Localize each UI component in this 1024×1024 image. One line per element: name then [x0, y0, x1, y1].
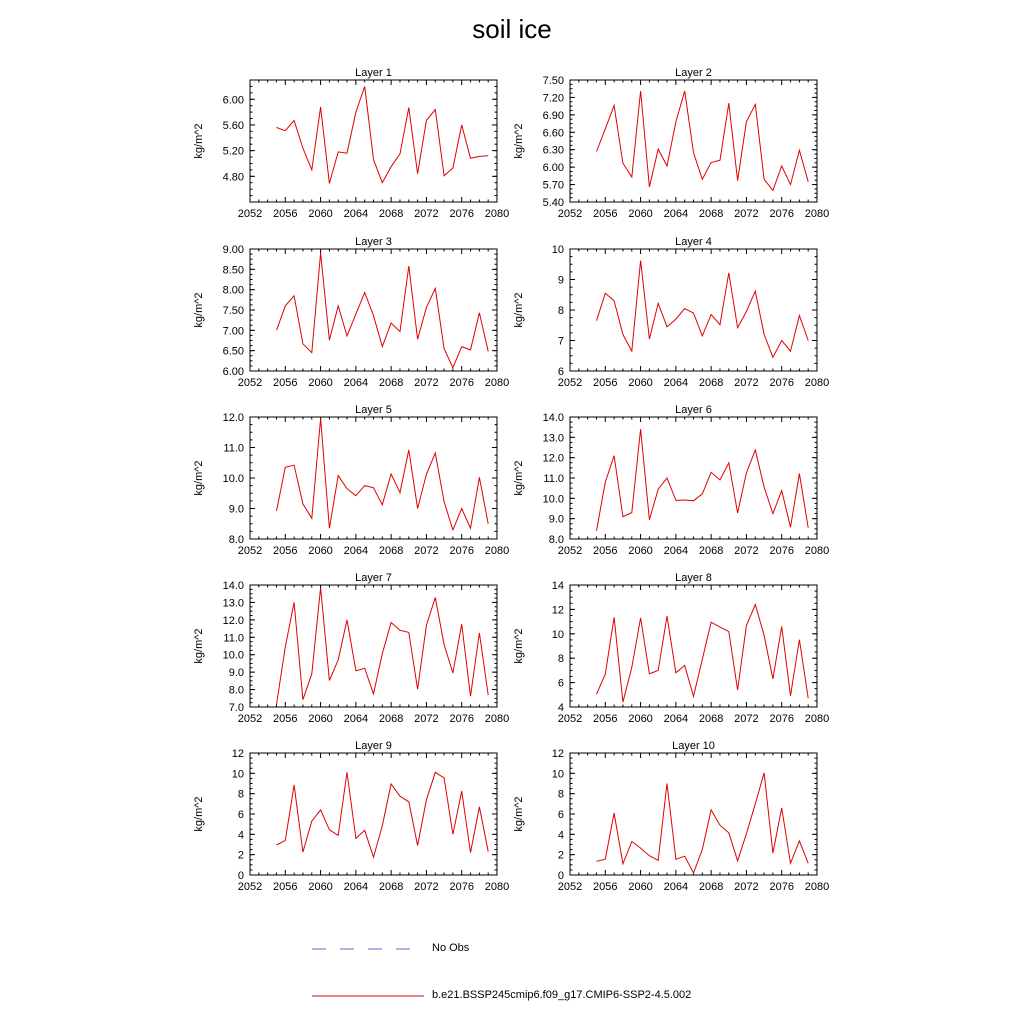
x-tick-label: 2052 [237, 208, 263, 220]
x-tick-label: 2080 [484, 713, 510, 725]
x-tick-label: 2080 [804, 545, 830, 557]
panel-title: Layer 6 [675, 404, 712, 416]
series-line [597, 91, 809, 190]
panel-title: Layer 5 [355, 404, 392, 416]
panel-title: Layer 4 [675, 236, 712, 248]
x-tick-label: 2064 [663, 881, 689, 893]
y-tick-label: 11.0 [223, 632, 244, 645]
plot-frame [250, 249, 497, 371]
y-tick-label: 6.30 [542, 144, 564, 157]
y-tick-label: 8 [557, 788, 564, 801]
y-tick-label: 10.0 [542, 493, 564, 506]
y-tick-label: 9.0 [228, 503, 244, 516]
x-tick-label: 2056 [273, 208, 298, 220]
x-tick-label: 2080 [804, 881, 830, 893]
panel-layer-1 [193, 67, 509, 220]
x-tick-label: 2052 [237, 545, 263, 557]
x-tick-label: 2060 [628, 545, 653, 557]
x-tick-label: 2072 [414, 377, 439, 389]
x-tick-label: 2068 [698, 377, 724, 389]
series-line [277, 588, 489, 705]
y-tick-label: 12 [231, 748, 244, 760]
x-tick-label: 2072 [734, 881, 759, 893]
x-tick-label: 2064 [343, 545, 369, 557]
plot-frame [570, 249, 817, 371]
plot-frame [570, 80, 817, 202]
x-tick-label: 2056 [593, 713, 618, 725]
y-tick-label: 6.60 [542, 127, 564, 140]
x-tick-label: 2060 [308, 713, 333, 725]
y-tick-label: 10.0 [222, 473, 244, 485]
x-tick-label: 2068 [698, 208, 724, 220]
y-tick-label: 10 [231, 768, 244, 781]
legend-model-label: b.e21.BSSP245cmip6.f09_g17.CMIP6-SSP2-4.5.002 [432, 989, 692, 1001]
y-tick-label: 8.00 [222, 284, 244, 297]
x-tick-label: 2056 [593, 377, 618, 389]
y-axis-label: kg/m^2 [513, 123, 525, 159]
x-tick-label: 2056 [593, 208, 618, 220]
x-tick-label: 2072 [414, 881, 439, 893]
x-tick-label: 2060 [308, 377, 333, 389]
panel-layer-6 [513, 404, 829, 557]
x-tick-label: 2068 [698, 545, 724, 557]
x-tick-label: 2076 [449, 545, 474, 557]
y-tick-label: 9.0 [548, 513, 564, 526]
y-tick-label: 9 [557, 274, 564, 287]
x-tick-label: 2060 [628, 881, 653, 893]
y-axis-label: kg/m^2 [193, 292, 205, 328]
plot-frame [250, 417, 497, 539]
series-line [277, 86, 489, 183]
x-tick-label: 2064 [343, 208, 369, 220]
x-tick-label: 2068 [378, 377, 404, 389]
x-tick-label: 2064 [663, 545, 689, 557]
x-tick-label: 2052 [557, 208, 583, 220]
x-tick-label: 2076 [449, 208, 474, 220]
y-tick-label: 6 [557, 366, 564, 378]
y-tick-label: 8.50 [222, 264, 244, 277]
y-tick-label: 12 [551, 748, 564, 760]
x-tick-label: 2052 [557, 545, 583, 557]
y-tick-label: 14.0 [542, 412, 564, 424]
y-axis-label: kg/m^2 [193, 796, 205, 832]
y-tick-label: 14 [551, 580, 564, 592]
x-tick-label: 2052 [557, 377, 583, 389]
panel-title: Layer 7 [355, 572, 392, 584]
x-tick-label: 2060 [308, 881, 333, 893]
y-axis-label: kg/m^2 [193, 123, 205, 159]
y-tick-label: 4 [557, 702, 564, 714]
series-line [277, 253, 489, 368]
x-tick-label: 2056 [273, 377, 298, 389]
x-tick-label: 2072 [734, 208, 759, 220]
plot-frame [570, 753, 817, 875]
plot-frame [570, 585, 817, 707]
y-tick-label: 6.00 [222, 94, 244, 107]
panel-title: Layer 2 [675, 67, 712, 79]
x-tick-label: 2068 [378, 713, 404, 725]
series-line [597, 261, 809, 358]
x-tick-label: 2064 [663, 377, 689, 389]
y-tick-label: 0 [557, 870, 564, 882]
x-tick-label: 2076 [449, 377, 474, 389]
x-tick-label: 2076 [769, 713, 794, 725]
y-tick-label: 13.0 [222, 597, 244, 610]
x-tick-label: 2072 [734, 713, 759, 725]
x-tick-label: 2072 [734, 377, 759, 389]
x-tick-label: 2068 [378, 881, 404, 893]
x-tick-label: 2080 [804, 713, 830, 725]
x-tick-label: 2064 [343, 377, 369, 389]
series-line [277, 419, 489, 530]
x-tick-label: 2056 [593, 545, 618, 557]
y-tick-label: 6.50 [222, 345, 244, 358]
x-tick-label: 2052 [557, 881, 583, 893]
x-tick-label: 2080 [484, 208, 510, 220]
y-tick-label: 2 [557, 849, 564, 862]
x-tick-label: 2052 [237, 377, 263, 389]
y-tick-label: 7.20 [542, 92, 564, 105]
x-tick-label: 2052 [237, 713, 263, 725]
y-tick-label: 11.0 [543, 473, 564, 485]
y-tick-label: 9.00 [222, 244, 244, 256]
y-tick-label: 4 [557, 829, 564, 842]
legend-obs-label: No Obs [432, 942, 470, 954]
x-tick-label: 2072 [734, 545, 759, 557]
y-tick-label: 7.50 [542, 75, 564, 87]
x-tick-label: 2052 [237, 881, 263, 893]
chart-title: soil ice [472, 14, 552, 44]
series-line [597, 605, 809, 703]
panel-layer-2 [513, 67, 829, 220]
x-tick-label: 2076 [769, 545, 794, 557]
y-tick-label: 8.0 [228, 684, 244, 697]
y-tick-label: 5.70 [542, 179, 564, 192]
x-tick-label: 2064 [343, 881, 369, 893]
y-tick-label: 6 [237, 809, 244, 821]
y-axis-label: kg/m^2 [513, 292, 525, 328]
y-tick-label: 4.80 [222, 171, 244, 184]
series-line [597, 429, 809, 531]
y-tick-label: 10.0 [222, 649, 244, 662]
x-tick-label: 2068 [378, 208, 404, 220]
y-tick-label: 8 [237, 788, 244, 801]
y-tick-label: 7.00 [222, 325, 244, 338]
y-tick-label: 7 [557, 335, 564, 348]
y-tick-label: 5.40 [542, 197, 564, 209]
series-line [277, 772, 489, 857]
panel-title: Layer 9 [355, 740, 392, 752]
y-tick-label: 12.0 [542, 452, 564, 465]
panel-title: Layer 3 [355, 236, 392, 248]
y-tick-label: 7.0 [228, 702, 244, 714]
x-tick-label: 2056 [273, 881, 298, 893]
y-tick-label: 8.0 [548, 534, 564, 546]
x-tick-label: 2068 [378, 545, 404, 557]
y-tick-label: 6 [557, 809, 564, 821]
y-tick-label: 4 [237, 829, 244, 842]
y-tick-label: 10 [551, 768, 564, 781]
y-axis-label: kg/m^2 [513, 796, 525, 832]
y-axis-label: kg/m^2 [193, 628, 205, 664]
x-tick-label: 2080 [804, 377, 830, 389]
x-tick-label: 2072 [414, 208, 439, 220]
x-tick-label: 2052 [557, 713, 583, 725]
x-tick-label: 2060 [308, 208, 333, 220]
x-tick-label: 2068 [698, 881, 724, 893]
x-tick-label: 2072 [414, 713, 439, 725]
x-tick-label: 2064 [343, 713, 369, 725]
x-tick-label: 2072 [414, 545, 439, 557]
x-tick-label: 2060 [628, 377, 653, 389]
y-tick-label: 7.50 [222, 305, 244, 317]
x-tick-label: 2068 [698, 713, 724, 725]
y-tick-label: 13.0 [542, 432, 564, 445]
y-tick-label: 8.0 [228, 534, 244, 546]
y-tick-label: 12.0 [222, 614, 244, 627]
panel-layer-4 [513, 236, 829, 389]
plot-frame [250, 80, 497, 202]
x-tick-label: 2076 [769, 208, 794, 220]
x-tick-label: 2056 [273, 713, 298, 725]
x-tick-label: 2064 [663, 208, 689, 220]
panel-title: Layer 1 [355, 67, 392, 79]
y-tick-label: 11.0 [223, 442, 244, 455]
panel-layer-9 [193, 740, 509, 893]
y-tick-label: 2 [237, 849, 244, 862]
x-tick-label: 2060 [628, 208, 653, 220]
y-tick-label: 12 [551, 604, 564, 617]
x-tick-label: 2060 [628, 713, 653, 725]
plot-frame [250, 585, 497, 707]
series-line [597, 773, 809, 873]
y-tick-label: 6.00 [222, 366, 244, 378]
x-tick-label: 2080 [484, 377, 510, 389]
y-tick-label: 6 [557, 677, 564, 690]
y-tick-label: 6.90 [542, 109, 564, 122]
panel-layer-7 [193, 572, 509, 725]
y-tick-label: 9.0 [228, 667, 244, 680]
panel-layer-3 [193, 236, 509, 389]
x-tick-label: 2056 [593, 881, 618, 893]
y-axis-label: kg/m^2 [513, 460, 525, 496]
y-axis-label: kg/m^2 [513, 628, 525, 664]
y-tick-label: 10 [551, 244, 564, 256]
y-axis-label: kg/m^2 [193, 460, 205, 496]
y-tick-label: 5.20 [222, 145, 244, 158]
x-tick-label: 2064 [663, 713, 689, 725]
y-tick-label: 8 [557, 653, 564, 666]
panel-layer-8 [513, 572, 829, 725]
y-tick-label: 14.0 [222, 580, 244, 592]
x-tick-label: 2056 [273, 545, 298, 557]
panel-layer-5 [193, 404, 509, 557]
x-tick-label: 2076 [769, 881, 794, 893]
y-tick-label: 12.0 [222, 412, 244, 424]
x-tick-label: 2076 [769, 377, 794, 389]
panel-layer-10 [513, 740, 829, 893]
y-tick-label: 5.60 [222, 119, 244, 132]
x-tick-label: 2080 [484, 545, 510, 557]
x-tick-label: 2080 [804, 208, 830, 220]
x-tick-label: 2080 [484, 881, 510, 893]
panel-title: Layer 10 [672, 740, 715, 752]
x-tick-label: 2076 [449, 881, 474, 893]
y-tick-label: 8 [557, 305, 564, 317]
y-tick-label: 0 [237, 870, 244, 882]
x-tick-label: 2060 [308, 545, 333, 557]
y-tick-label: 10 [551, 628, 564, 641]
panel-title: Layer 8 [675, 572, 712, 584]
y-tick-label: 6.00 [542, 162, 564, 175]
x-tick-label: 2076 [449, 713, 474, 725]
